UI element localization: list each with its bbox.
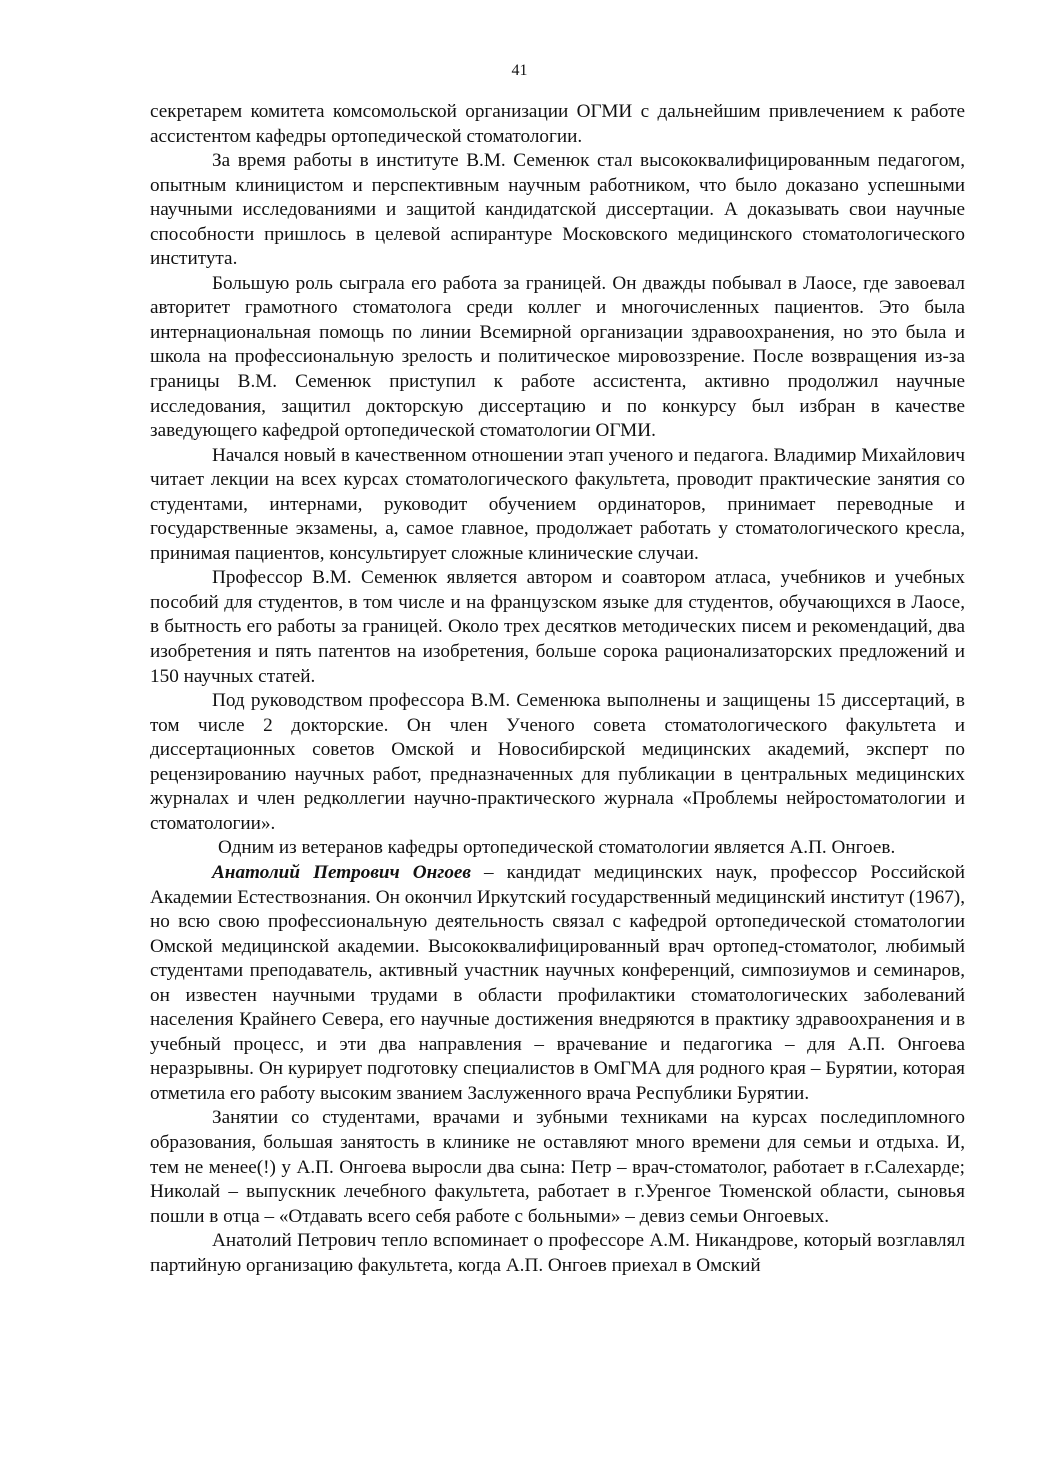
bio-text: – кандидат медицинских наук, профессор Российской Академии Естествознания. Он окончил Иркутский государственный медицинский институт (1967), но всю свою профессиональную деятельность связал с кафедрой ортопедической стоматологии Омской медицинской академии. Высококвалифицированный врач ортопед-стоматолог, любимый студентами преподаватель, активный участник научных конференций, симпозиумов и семинаров, он известен научными трудами в области профилактики стоматологических заболеваний населения Крайнего Севера, его научные достижения внедряются в практику здравоохранения и в учебный процесс, и эти два направления – врачевание и педагогика – для А.П. Онгоева неразрывны. Он курирует подготовку специалистов в ОмГМА для родного края – Бурятии, которая отметила его работу высоким званием Заслуженного врача Республики Бурятии. xyxy=(150,861,965,1104)
paragraph: Под руководством профессора В.М. Семенюка выполнены и защищены 15 диссертаций, в том числе 2 докторские. Он член Ученого совета стоматологического факультета и диссертационных советов Омской и Новосибирской медицинских академий, эксперт по рецензированию научных работ, предназначенных для публикации в центральных медицинских журналах и член редколлегии научно-практического журнала «Проблемы нейростоматологии и стоматологии». xyxy=(150,690,965,834)
bio-name: Анатолий Петрович Онгоев xyxy=(212,861,471,883)
paragraph: Большую роль сыграла его работа за границей. Он дважды побывал в Лаосе, где завоевал авторитет грамотного стоматолога среди коллег и многочисленных пациентов. Это была интернациональная помощь по линии Всемирной организации здравоохранения, но это была и школа на профессиональную зрелость и политическое мировоззрение. После возвращения из-за границы В.М. Семенюк приступил к работе ассистента, активно продолжил научные исследования, защитил докторскую диссертацию и по конкурсу был избран в качестве заведующего кафедрой ортопедической стоматологии ОГМИ. xyxy=(150,272,965,442)
page-number: 41 xyxy=(511,62,528,79)
bio-paragraph xyxy=(150,861,965,1106)
paragraph: Одним из ветеранов кафедры ортопедической стоматологии является А.П. Онгоев. xyxy=(218,837,896,859)
paragraph: Занятии со студентами, врачами и зубными техниками на курсах последипломного образования, большая занятость в клинике не оставляют много времени для семьи и отдыха. И, тем не менее(!) у А.П. Онгоева выросли два сына: Петр – врач-стоматолог, работает в г.Салехарде; Николай – выпускник лечебного факультета, работает в г.Уренгое Тюменской области, сыновья пошли в отца – «Отдавать всего себя работе с больными» – девиз семьи Онгоевых. xyxy=(150,1107,965,1227)
paragraph: Профессор В.М. Семенюк является автором и соавтором атласа, учебников и учебных пособий для студентов, в том числе и на французском языке для студентов, обучающихся в Лаосе, в бытность его работы за границей. Около трех десятков методических писем и рекомендаций, два изобретения и пять патентов на изобретения, больше сорока рационализаторских предложений и 150 научных статей. xyxy=(150,567,965,687)
body-text xyxy=(150,100,965,1278)
paragraph: Анатолий Петрович тепло вспоминает о профессоре А.М. Никандрове, который возглавлял партийную организацию факультета, когда А.П. Онгоев приехал в Омский xyxy=(150,1230,965,1276)
paragraph: За время работы в институте В.М. Семенюк стал высококвалифицированным педагогом, опытным клиницистом и перспективным научным работником, что было доказано успешными научными исследованиями и защитой кандидатской диссертации. А доказывать свои научные способности пришлось в целевой аспирантуре Московского медицинского стоматологического института. xyxy=(150,150,965,270)
paragraph-continuation: секретарем комитета комсомольской организации ОГМИ с дальнейшим привлечением к работе ассистентом кафедры ортопедической стоматологии. xyxy=(150,101,965,147)
paragraph: Начался новый в качественном отношении этап ученого и педагога. Владимир Михайлович читает лекции на всех курсах стоматологического факультета, проводит практические занятия со студентами, интернами, руководит обучением ординаторов, принимает переводные и государственные экзамены, а, самое главное, продолжает работать у стоматологического кресла, принимая пациентов, консультирует сложные клинические случаи. xyxy=(150,444,965,564)
